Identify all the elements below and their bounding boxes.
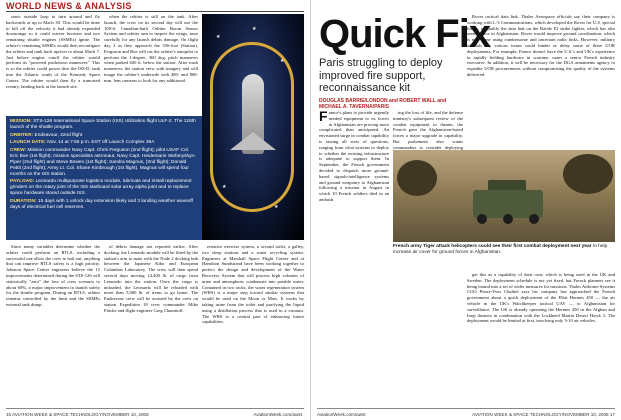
- launch-date-line: LAUNCH DATE: Nov. 14 at 7:55 p.m. EST off Launch Complex 39A: [10, 140, 155, 145]
- right-page: [310, 0, 621, 420]
- right-column-4: [467, 272, 615, 406]
- header-rule: [6, 11, 304, 12]
- star-icon: ★: [222, 185, 227, 190]
- duration-line: DURATION: 15 days with 1 unlock day extension likely and 3 landing weather waveoff days of electrical fuel cell reserves.: [10, 198, 194, 210]
- footer-rule: [317, 408, 615, 409]
- star-icon: ★: [216, 35, 221, 40]
- left-column-5: [202, 244, 304, 406]
- left-footer-folio: 16 AVIATION WEEK & SPACE TECHNOLOGY/NOVEMBER 10, 2008: [6, 412, 149, 417]
- wheel-shape: [503, 214, 513, 224]
- right-footer-url: AviationWeek.com/awst: [317, 412, 366, 417]
- photo-caption-bold: French army Tiger attack helicopters could see their first combat deployment next year: [393, 244, 592, 249]
- article-byline: DOUGLAS BARRIE/LONDON and ROBERT WALL and MICHAEL A. TAVERNA/PARIS: [319, 98, 447, 110]
- left-column-1-text: sonic outside loop to turn around and fly backwards at up to Mach 30. This would be done to kill off the velocity it had already expended downrange so it could waiver boosters and two remaining shuttle engines (SSMEs) ignite. The orbiter's remaining SSMEs would then reconfigure the orbiter and rank back upriver to about Mach 7. Just before engine cutoff the orbiter would perform its "powered pitchdown maneuver." This is so the orbiter could power dive the ISS-D, tank into the Atlantic south of the Kennedy Space Center. The orbiter would then fly a truncated reentry, landing back at the launch site.: [6, 14, 100, 89]
- photo-caption-text: to help increase air cover for ground forces in Afghanistan.: [393, 244, 608, 255]
- mission-line: MISSION: STS-126 International Space Station (ISS) Utilization flight ULF-2. The 126th launch of the shuttle program.: [10, 119, 196, 130]
- right-column-1: [319, 110, 389, 406]
- left-page: [0, 0, 310, 420]
- right-column-2-text: ing the loss of life, and the defense ministry's subsequent review of the combat equipment in theater, the French gave the Afghanistan-based forces a major upgrade in capability. But parliament also wants commanders to consider deploying: [393, 110, 463, 150]
- right-column-1-text: rance's plans to provide urgently needed equipment to its forces in Afghanistan are proving more complicated than anticipated. An envisioned surge in combat capability is raising all sorts of questions, ranging from what systems to deploy to whether the existing infrastructure is adequate to support them. In September, the French government decided to dispatch more ground-based signals-intelligence systems and ground weaponry to Afghanistan following a mission in August in which 10 French soldiers died in an ambush.: [319, 110, 389, 202]
- payload-line: PAYLOAD: Leonardo multipurpose logistics module, lubricate and install replacement grinders on the rotary joint of the ISS starboard solar array alpha joint and to replace space hardware stored outside ISS.: [10, 179, 192, 196]
- left-column-2: [104, 14, 198, 114]
- star-icon: ★: [252, 27, 257, 32]
- article-deck: Paris struggling to deploy improved fire support, reconnaissance kit: [319, 57, 443, 94]
- left-column-3-text: Since many variables determine whether the orbiter could perform an RTLS, including a successful one allow the crew to bail out, anything that can improve RTLS safety is a high priority. Johnson Space Center engineers believe the 15 improvements determined during the STS-126 will statistically "zero" the loss of crew scenario to about 60%, a major improvement in launch safety for the shuttle program. During an RTLS, orbiter remains controlled by the limit and the SSMEs external tank dump.: [6, 244, 100, 307]
- footer-rule: [6, 408, 304, 409]
- tree-shape: [397, 160, 437, 196]
- wheel-shape: [477, 214, 487, 224]
- crew-line: CREW: Mission commander Navy Capt. Chris Ferguson (2nd flight); pilot USAF Col. Eric Boe (1st flight); mission specialists astronaut, Navy Capt. Heidemarie Stefanyshyn-Piper (2nd flight) and Steve Bowen (1st flight); Sandra Magnus, (2nd flight); Donald Pettit (2nd flight); Army Lt. Col. Shane Kimbrough (1st flight). Magnus will spend four months on the ISS station.: [10, 147, 196, 177]
- tiger-helicopter-photo: [393, 150, 615, 242]
- drop-cap: F: [319, 108, 328, 124]
- left-column-5-text: resistive exercise system, a second toilet, a galley, two sleep stations and a water recycling system. Engineers at Marshall Space Flight Center and at Hamilton Sundstrand have been working together to perfect the design and development of the Water Recovery System that will process high volumes of urine and atmospheric condensate into potable water. Contained in two racks, the water regeneration system (WRS) is a major step toward similar systems that would be used on the Moon or Mars. It works by taking urine from the toilet and purifying the liquid using a distillation process that is used in a vacuum. The WRS is a central part of enhancing future capabilities.: [202, 244, 304, 325]
- right-footer-folio: AVIATION WEEK & SPACE TECHNOLOGY/NOVEMBER 10, 2008 17: [472, 412, 615, 417]
- right-column-3-text: Rover tactical data link. Thales Aerospace officials say their company is working with L-3 Communications, which developed the Rover for U.S. special forces, to qualify the data link on the Rafale F2 strike fighter, which has also seen service in Afghanistan. Rover would improve ground coordination, which is now done using cumbersome and uncertain radio links. However, military officials say various issues could hinder or delay some of these UOR deployments. For example, France doesn't have the U.S.'s and UK's experience in rapidly fielding hardware in wartime, notes a senior French industry executive. In addition, it will be necessary for the DGA armaments agency to expedite UOR procurements without compromising the quality of the systems delivered.: [467, 14, 615, 77]
- orbiter-line: ORBITER: Endeavour, 22nd flight: [10, 132, 83, 138]
- left-column-1: [6, 14, 100, 114]
- right-column-4-text: get this as a capability of their own, which is being used in the UK and Sweden. The deployment schedule is not yet fixed, but French planners see it being bound into a set of wider measures for missions. Thales Airborne Systems COO Pierre-Yves Chaltiel says his company has approached the French government about a quick deployment of the Elbit Hermes 450 — the air vehicle in the UK's Watchkeeper tactical UAV — to Afghanistan for surveillance. The UK is already operating the Hermes 450 in the Afghan and Iraqi theaters in combination with the Lockheed Martin Desert Hawk 3. The deployment would be limited at first, involving only 3-10 air vehicles.: [467, 272, 615, 324]
- section-header: WORLD NEWS & ANALYSIS: [6, 1, 132, 11]
- star-icon: ★: [274, 205, 279, 210]
- wheel-shape: [529, 214, 539, 224]
- right-column-2: [393, 110, 463, 150]
- left-column-4: [104, 244, 198, 406]
- tree-shape: [563, 154, 613, 194]
- left-column-3: [6, 244, 100, 406]
- right-column-1-para: [319, 110, 389, 203]
- photo-caption: [393, 244, 615, 256]
- mission-patch-image: [202, 14, 304, 240]
- mission-info-box: [6, 116, 202, 240]
- article-title: Quick Fix: [319, 12, 491, 56]
- left-footer-url: AviationWeek.com/awst: [253, 412, 302, 417]
- left-column-4-text: of debris damage not reported earlier. After docking, the Leonardo module will be lifted by the station's arm to mate with the Node 2 docking hub between the Japanese Kibo and European Columbus Laboratory. The crew will then spend several days moving 14,400 lb. of cargo from Leonardo into the station. Once the cargo is unloaded, the Leonardo will be reloaded with more than 5,000 lb. of items to go home. The Endeavour crew will be assisted by the crew on station Expedition 18 crew commander Mike Fincke and flight engineer Greg Chamitoff.: [104, 244, 198, 313]
- right-column-3: [467, 14, 615, 148]
- left-column-2-text: when the orbiter is still on the tank. After launch, the crew on its second day will use the 100-ft. Canadian-built Orbiter Boom Sensor System and orbiter arm to inspect the wings, nose carefully for any launch debris damage. On flight day 3 as they approach the 356-foot (Station), Ferguson and Boe will cut the orbiter's autopilot to perform the 1-degree, 360 deg. pitch maneuver when parked 600 ft. below the station. After trash maneuver, the station crew with imagery and will image the orbiter's underside with 400- and 800-mm. lens cameras to look for any additional.: [104, 14, 198, 83]
- star-icon: ★: [280, 59, 285, 64]
